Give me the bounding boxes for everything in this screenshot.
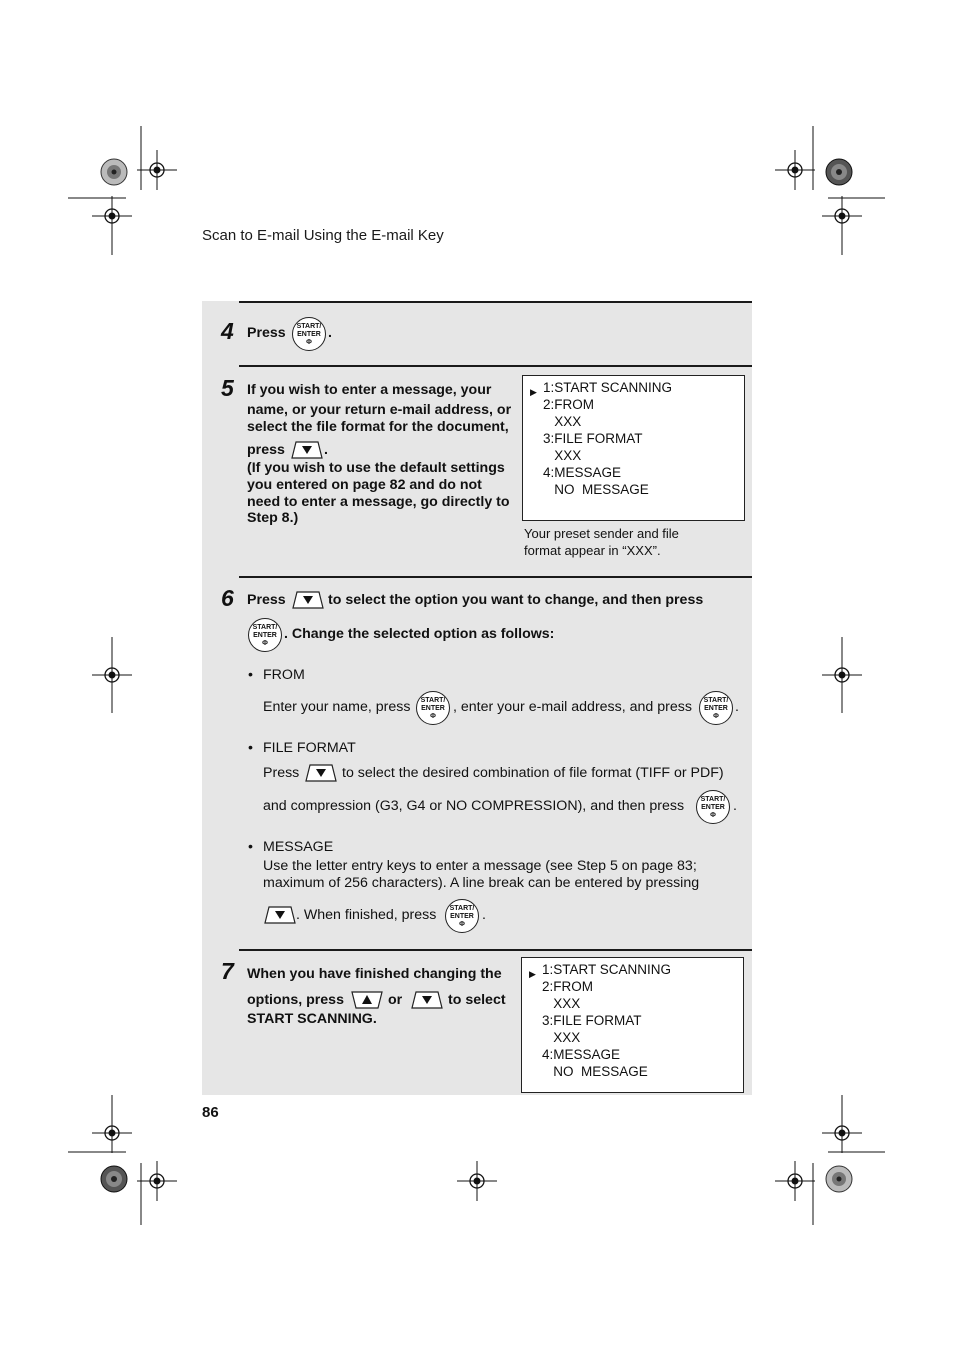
step-divider <box>239 949 752 951</box>
lcd-row: 4:MESSAGE <box>542 1047 621 1062</box>
bullet: • <box>248 667 253 683</box>
file-format-text: to select the desired combination of file format (TIFF or PDF) <box>342 765 724 781</box>
step-number: 6 <box>221 585 234 611</box>
lcd-caption: format appear in “XXX”. <box>524 543 661 558</box>
from-text: , enter your e-mail address, and press <box>453 699 692 715</box>
step7-line: When you have finished changing the <box>247 966 502 982</box>
lcd-row: 1:START SCANNING <box>543 380 673 395</box>
step7-line: to select <box>448 992 506 1008</box>
step-number: 5 <box>221 375 234 401</box>
start-enter-key-icon: START/ ENTER Φ <box>696 790 730 824</box>
lcd-row: NO MESSAGE <box>542 1064 648 1079</box>
step5-paren-line: (If you wish to use the default settings <box>247 460 505 476</box>
lcd-row: XXX <box>542 1030 581 1045</box>
cursor-arrow-icon: ▶ <box>529 969 536 979</box>
step7-line: START SCANNING. <box>247 1011 377 1027</box>
from-text: . <box>735 699 739 715</box>
start-enter-key-icon: START/ ENTER Φ <box>416 691 450 725</box>
down-arrow-key-icon <box>264 906 296 924</box>
step-divider <box>239 301 752 303</box>
page-number: 86 <box>202 1104 219 1121</box>
file-format-text: Press <box>263 765 300 781</box>
step5-paren-line: you entered on page 82 and do not <box>247 477 482 493</box>
down-arrow-key-icon <box>291 441 323 459</box>
down-arrow-key-icon <box>292 591 324 609</box>
step7-line: options, press <box>247 992 344 1008</box>
step5-end: . <box>324 442 328 458</box>
down-arrow-key-icon <box>305 764 337 782</box>
running-header: Scan to E-mail Using the E-mail Key <box>202 227 444 244</box>
bullet: • <box>248 839 253 855</box>
lcd-row: XXX <box>543 414 582 429</box>
lcd-display <box>522 375 745 521</box>
step5-paren-line: Step 8.) <box>247 510 299 526</box>
lcd-row: 2:FROM <box>543 397 595 412</box>
step-number: 7 <box>221 958 234 984</box>
from-text: Enter your name, press <box>263 699 411 715</box>
step-divider <box>239 576 752 578</box>
start-enter-key-icon: START/ ENTER Φ <box>445 899 479 933</box>
step5-press: press <box>247 442 285 458</box>
lcd-row: 1:START SCANNING <box>542 962 672 977</box>
file-format-text: . <box>733 798 737 814</box>
step5-line: If you wish to enter a message, your <box>247 382 492 398</box>
option-title-file-format: FILE FORMAT <box>263 740 356 756</box>
message-text: . <box>482 907 486 923</box>
step-number: 4 <box>221 318 234 344</box>
message-text: maximum of 256 characters). A line break can be entered by pressing <box>263 875 700 891</box>
lcd-row: XXX <box>542 996 581 1011</box>
up-arrow-key-icon <box>351 991 383 1009</box>
start-enter-key-icon: START/ ENTER Φ <box>292 317 326 351</box>
step5-line: name, or your return e-mail address, or <box>247 402 512 418</box>
step5-paren-line: need to enter a message, go directly to <box>247 494 510 510</box>
down-arrow-key-icon <box>411 991 443 1009</box>
step4-end: . <box>328 325 332 341</box>
step4-press: Press <box>247 325 286 341</box>
lcd-row: 4:MESSAGE <box>543 465 622 480</box>
cursor-arrow-icon: ▶ <box>530 387 537 397</box>
lcd-row: 2:FROM <box>542 979 594 994</box>
lcd-row: XXX <box>543 448 582 463</box>
lcd-row: 3:FILE FORMAT <box>542 1013 642 1028</box>
message-text: Use the letter entry keys to enter a message (see Step 5 on page 83; <box>263 858 697 874</box>
start-enter-key-icon: START/ ENTER Φ <box>248 618 282 652</box>
step6-press: Press <box>247 592 286 608</box>
file-format-text: and compression (G3, G4 or NO COMPRESSION), and then press <box>263 798 685 814</box>
step6-line2: . Change the selected option as follows: <box>284 626 555 642</box>
lcd-row: 3:FILE FORMAT <box>543 431 643 446</box>
message-text: . When finished, press <box>296 907 437 923</box>
step7-line: or <box>388 992 403 1008</box>
option-title-from: FROM <box>263 667 305 683</box>
option-title-message: MESSAGE <box>263 839 334 855</box>
lcd-row: NO MESSAGE <box>543 482 649 497</box>
start-enter-key-icon: START/ ENTER Φ <box>699 691 733 725</box>
lcd-caption: Your preset sender and file <box>524 526 679 541</box>
step6-line1: to select the option you want to change, and then press <box>328 592 704 608</box>
lcd-display <box>521 957 744 1093</box>
step-divider <box>239 365 752 367</box>
steps-panel <box>202 301 752 1095</box>
step5-line: select the file format for the document, <box>247 419 509 435</box>
bullet: • <box>248 740 253 756</box>
